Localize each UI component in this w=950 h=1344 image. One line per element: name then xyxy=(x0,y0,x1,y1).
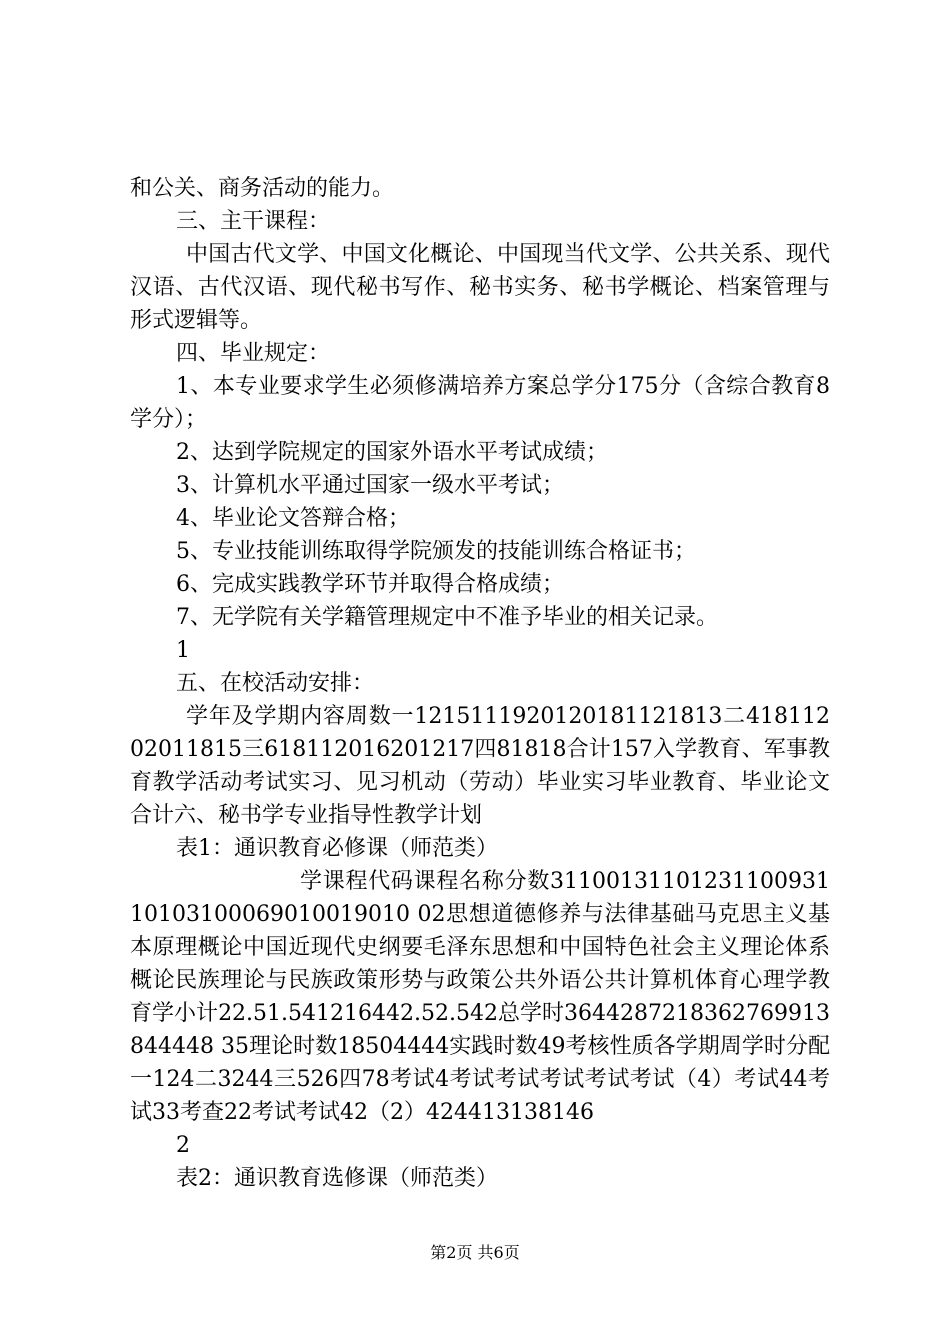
rule-item-3: 3、计算机水平通过国家一级水平考试； xyxy=(176,473,564,498)
paragraph-table-1-content: 学课程代码课程名称分数3110013110123110093110103100069010019010 02思想道德修养与法律基础马克思主义基本原理概论中国近现代史纲要毛泽东思想和中国特色社会主义理论体系概论民族理论与民族政策形势与政策公共外语公共计算机体育心理学教育学小计22.51.541216442.52.542总学时3644287218362769913844448 35理论时数18504444实践时数49考核性质各学期周学时分配一124二3244三526四78考试4考试考试考试考试考试（4）考试44考试33考查22考试考试42（2）424413138146 xyxy=(130,869,830,1125)
paragraph-main-courses: 中国古代文学、中国文化概论、中国现当代文学、公共关系、现代汉语、古代汉语、现代秘书写作、秘书实务、秘书学概论、档案管理与形式逻辑等。 xyxy=(130,242,830,333)
heading-campus-activities: 五、在校活动安排： xyxy=(176,671,375,696)
heading-main-courses: 三、主干课程： xyxy=(176,209,331,234)
rule-item-4: 4、毕业论文答辩合格； xyxy=(176,506,410,531)
inline-page-number-1: 1 xyxy=(176,638,190,663)
rule-item-1: 1、本专业要求学生必须修满培养方案总学分175分（含综合教育8学分）； xyxy=(130,374,830,432)
paragraph-intro-tail: 和公关、商务活动的能力。 xyxy=(130,176,395,201)
rule-item-7: 7、无学院有关学籍管理规定中不准予毕业的相关记录。 xyxy=(176,605,718,630)
rule-item-6: 6、完成实践教学环节并取得合格成绩； xyxy=(176,572,564,597)
document-body xyxy=(130,172,830,1195)
rule-item-2: 2、达到学院规定的国家外语水平考试成绩； xyxy=(176,440,608,465)
heading-graduation-rules: 四、毕业规定： xyxy=(176,341,331,366)
table-2-caption: 表2：通识教育选修课（师范类） xyxy=(176,1166,498,1191)
page-footer: 第2页 共6页 xyxy=(430,1243,520,1262)
inline-page-number-2: 2 xyxy=(176,1133,190,1158)
paragraph-activity-schedule: 学年及学期内容周数一1215111920120181121813二41811202011815三618112016201217四81818合计157入学教育、军事教育教学活动考试实习、见习机动（劳动）毕业实习毕业教育、毕业论文合计六、秘书学专业指导性教学计划 xyxy=(130,704,830,828)
rule-item-5: 5、专业技能训练取得学院颁发的技能训练合格证书； xyxy=(176,539,696,564)
table-1-caption: 表1：通识教育必修课（师范类） xyxy=(176,836,498,861)
